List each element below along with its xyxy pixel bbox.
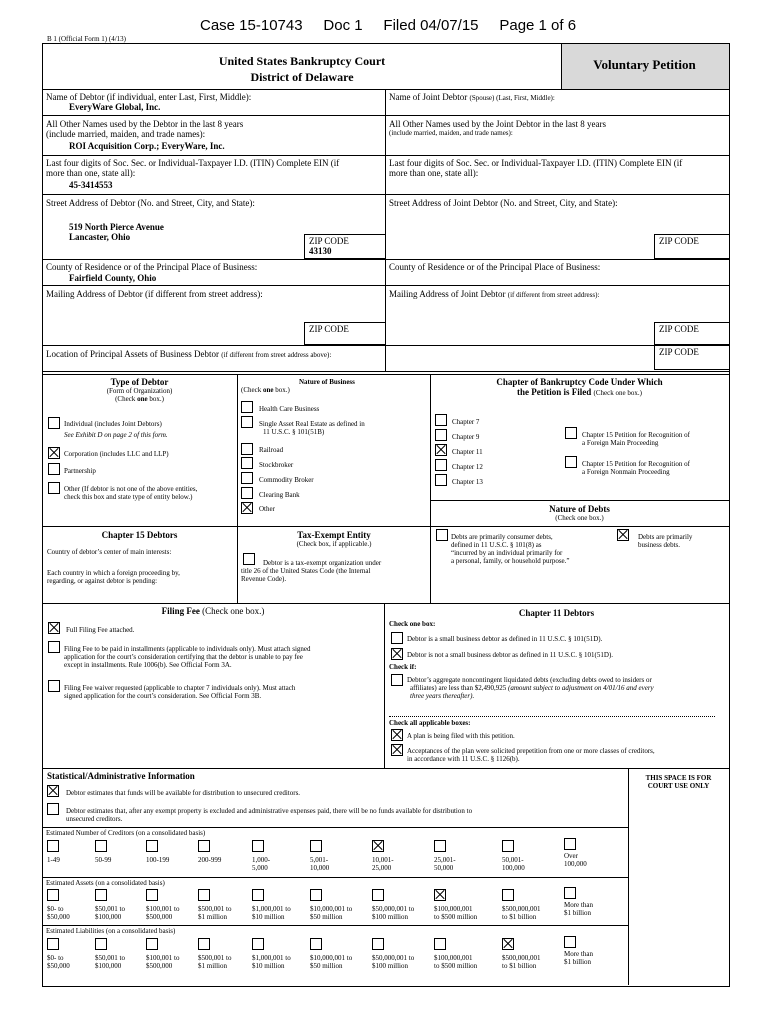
checkbox-railroad[interactable] (241, 443, 253, 455)
creditors-label: Estimated Number of Creditors (on a consolidated basis) (46, 829, 206, 837)
assets-checkbox-4[interactable] (252, 889, 264, 901)
liabilities-label-9: More than $1 billion (564, 950, 593, 967)
checkbox-health-care[interactable] (241, 401, 253, 413)
opt-ch15-nonmain: Chapter 15 Petition for Recognition of a Foreign Nonmain Proceeding (582, 460, 690, 477)
zip-box-mailing: ZIP CODE (304, 322, 385, 345)
assets-label-3: $500,001 to $1 million (198, 905, 232, 922)
creditors-checkbox-8[interactable] (502, 840, 514, 852)
joint-street-label: Street Address of Joint Debtor (No. and Street, City, and State): (389, 198, 618, 208)
checkbox-individual[interactable] (48, 417, 60, 429)
assets-label-6: $50,000,001 to $100 million (372, 905, 415, 922)
opt-full-fee: Full Filing Fee attached. (66, 626, 135, 634)
mailing-label: Mailing Address of Debtor (if different from street address): (46, 289, 263, 299)
liabilities-label-2: $100,001 to $500,000 (146, 954, 180, 971)
zip-box-joint-mailing: ZIP CODE (654, 322, 729, 345)
checkbox-ch13[interactable] (435, 474, 447, 486)
liabilities-checkbox-7[interactable] (434, 938, 446, 950)
tax-exempt-title: Tax-Exempt Entity (297, 530, 371, 540)
creditors-label-1: 50-99 (95, 856, 112, 864)
opt-fee-waiver: Filing Fee waiver requested (applicable to chapter 7 individuals only). Must attach signed application for the court’s consideration. See Official Form 3B. (64, 684, 296, 701)
opt-plan-filed: A plan is being filed with this petition. (407, 732, 515, 740)
creditors-label-0: 1-49 (47, 856, 60, 864)
assets-label-8: $500,000,001 to $1 billion (502, 905, 541, 922)
creditors-label-8: 50,001- 100,000 (502, 856, 525, 873)
ch11-debtors-title: Chapter 11 Debtors (518, 608, 595, 618)
other-names: ROI Acquisition Corp.; EveryWare, Inc. (69, 141, 225, 151)
opt-business-debts: Debts are primarily business debts. (638, 533, 693, 550)
chapter-header: Chapter of Bankruptcy Code Under Which the Petition is Filed (Check one box.) (431, 377, 728, 398)
assets-checkbox-8[interactable] (502, 889, 514, 901)
assets-label-1: $50,001 to $100,000 (95, 905, 125, 922)
joint-other-names-label: All Other Names used by the Joint Debtor in the last 8 years (include married, maiden, and trade names): (389, 119, 606, 138)
opt-ch11: Chapter 11 (452, 448, 483, 456)
checkbox-ch11[interactable] (435, 444, 447, 456)
opt-clearing-bank: Clearing Bank (259, 491, 300, 499)
county-label: County of Residence or of the Principal Place of Business: (46, 262, 258, 272)
assets-checkbox-5[interactable] (310, 889, 322, 901)
creditors-checkbox-0[interactable] (47, 840, 59, 852)
creditors-checkbox-4[interactable] (252, 840, 264, 852)
assets-checkbox-0[interactable] (47, 889, 59, 901)
county-value: Fairfield County, Ohio (69, 273, 157, 283)
type-of-debtor-title: Type of Debtor (110, 377, 169, 387)
checkbox-corporation[interactable] (48, 447, 60, 459)
liabilities-label-4: $1,000,001 to $10 million (252, 954, 291, 971)
checkbox-not-small-business[interactable] (391, 648, 403, 660)
liabilities-checkbox-5[interactable] (310, 938, 322, 950)
opt-not-small-business: Debtor is not a small business debtor as defined in 11 U.S.C. § 101(51D). (407, 651, 614, 659)
case-header: Case 15-10743 Doc 1 Filed 04/07/15 Page 1 of 6 (200, 17, 577, 34)
type-of-debtor-section: Type of Debtor (Form of Organization) (Check one box.) (42, 377, 237, 403)
liabilities-label-5: $10,000,001 to $50 million (310, 954, 353, 971)
assets-checkbox-1[interactable] (95, 889, 107, 901)
opt-acceptances: Acceptances of the plan were solicited prepetition from one or more classes of creditors, in accordance with 11 U.S.C. § 1126(b). (407, 747, 655, 764)
opt-health-care: Health Care Business (259, 405, 320, 413)
checkbox-ch7[interactable] (435, 414, 447, 426)
liabilities-label: Estimated Liabilities (on a consolidated basis) (46, 927, 176, 935)
opt-installments: Filing Fee to be paid in installments (applicable to individuals only). Must attach signed application for the court’s consideration certifying that the debtor is unable to pay fee except in installments. Rule 1006(b). See Official Form 3A. (64, 645, 311, 670)
joint-ein-label: Last four digits of Soc. Sec. or Individual-Taxpayer I.D. (ITIN) Complete EIN (if more than one, state all): (389, 158, 683, 179)
ch15-debtors-title: Chapter 15 Debtors (101, 530, 178, 540)
assets-checkbox-6[interactable] (372, 889, 384, 901)
creditors-checkbox-9[interactable] (564, 838, 576, 850)
opt-ch13: Chapter 13 (452, 478, 483, 486)
opt-commodity-broker: Commodity Broker (259, 476, 314, 484)
creditors-checkbox-5[interactable] (310, 840, 322, 852)
opt-other-business: Other (259, 505, 275, 513)
opt-single-asset: Single Asset Real Estate as defined in 11 U.S.C. § 101(51B) (259, 420, 365, 437)
street-address: 519 North Pierce Avenue Lancaster, Ohio (69, 222, 164, 243)
joint-mailing-label: Mailing Address of Joint Debtor (if different from street address): (389, 289, 600, 299)
opt-other-entity: Other (If debtor is not one of the above entities, check this box and state type of entity below.) (64, 485, 198, 502)
checkbox-aggregate-debts[interactable] (391, 674, 403, 686)
creditors-label-4: 1,000- 5,000 (252, 856, 271, 873)
ch11-check-all: Check all applicable boxes: (389, 719, 471, 727)
opt-aggregate-debts: Debtor’s aggregate noncontingent liquidated debts (excluding debts owed to insiders or affiliates) are less than $2,490,925 (amount subject to adjustment on 4/01/16 and every three years thereafter). (407, 676, 654, 701)
zip-box-location: ZIP CODE (654, 345, 729, 370)
opt-stockbroker: Stockbroker (259, 461, 294, 469)
liabilities-label-8: $500,000,001 to $1 billion (502, 954, 541, 971)
liabilities-label-0: $0- to $50,000 (47, 954, 70, 971)
statistical-title: Statistical/Administrative Information (47, 771, 195, 781)
petition-title: Voluntary Petition (593, 57, 696, 72)
checkbox-ch15-nonmain[interactable] (565, 456, 577, 468)
checkbox-stockbroker[interactable] (241, 457, 253, 469)
liabilities-checkbox-3[interactable] (198, 938, 210, 950)
creditors-label-5: 5,001- 10,000 (310, 856, 330, 873)
ein-value: 45-3414553 (69, 180, 113, 190)
assets-label: Estimated Assets (on a consolidated basis) (46, 879, 165, 887)
joint-name-label: Name of Joint Debtor (Spouse) (Last, First, Middle): (389, 92, 555, 102)
creditors-checkbox-7[interactable] (434, 840, 446, 852)
checkbox-commodity-broker[interactable] (241, 472, 253, 484)
opt-partnership: Partnership (64, 467, 96, 475)
checkbox-other-entity[interactable] (48, 482, 60, 494)
checkbox-ch15-main[interactable] (565, 427, 577, 439)
joint-county-label: County of Residence or of the Principal Place of Business: (389, 262, 601, 272)
chapter-title: Chapter of Bankruptcy Code Under Which (496, 377, 663, 387)
checkbox-partnership[interactable] (48, 463, 60, 475)
court-name: United States Bankruptcy Court (218, 54, 386, 68)
opt-ch15-main: Chapter 15 Petition for Recognition of a Foreign Main Proceeding (582, 431, 690, 448)
checkbox-fee-waiver[interactable] (48, 680, 60, 692)
checkbox-small-business[interactable] (391, 632, 403, 644)
nature-debts-header: Nature of Debts (Check one box.) (431, 504, 728, 522)
checkbox-funds-available[interactable] (47, 785, 59, 797)
assets-label-0: $0- to $50,000 (47, 905, 70, 922)
creditors-label-3: 200-999 (198, 856, 222, 864)
creditors-label-7: 25,001- 50,000 (434, 856, 456, 873)
assets-label-4: $1,000,001 to $10 million (252, 905, 291, 922)
opt-small-business: Debtor is a small business debtor as defined in 11 U.S.C. § 101(51D). (407, 635, 603, 643)
liabilities-checkbox-4[interactable] (252, 938, 264, 950)
creditors-checkbox-3[interactable] (198, 840, 210, 852)
creditors-checkbox-2[interactable] (146, 840, 158, 852)
assets-checkbox-2[interactable] (146, 889, 158, 901)
ch15-country-label: Country of debtor’s center of main interests: (47, 548, 172, 556)
assets-checkbox-3[interactable] (198, 889, 210, 901)
nature-debts-title: Nature of Debts (549, 504, 610, 514)
court-title (43, 53, 561, 85)
checkbox-other-business[interactable] (241, 502, 253, 514)
filing-fee-header: Filing Fee (Check one box.) (161, 606, 265, 616)
checkbox-no-funds[interactable] (47, 803, 59, 815)
nature-business-title: Nature of Business (299, 378, 355, 386)
other-names-label: All Other Names used by the Debtor in the last 8 years (include married, maiden, and trade names): (46, 119, 244, 140)
ch11-check-if: Check if: (389, 663, 417, 671)
checkbox-plan-filed[interactable] (391, 729, 403, 741)
ch11-check-one: Check one box: (389, 620, 436, 628)
court-use-only: THIS SPACE IS FOR COURT USE ONLY (645, 774, 712, 791)
opt-consumer-debts: Debts are primarily consumer debts, defined in 11 U.S.C. § 101(8) as “incurred by an individual primarily for a personal, family, or household purpose.” (451, 533, 570, 566)
opt-ch9: Chapter 9 (452, 433, 480, 441)
checkbox-business-debts[interactable] (617, 529, 629, 541)
checkbox-installments[interactable] (48, 641, 60, 653)
creditors-checkbox-1[interactable] (95, 840, 107, 852)
opt-no-funds: Debtor estimates that, after any exempt property is excluded and administrative expenses paid, there will be no funds available for distribution to unsecured creditors. (66, 807, 473, 824)
ein-label: Last four digits of Soc. Sec. or Individual-Taxpayer I.D. (ITIN) Complete EIN (if more than one, state all): (46, 158, 340, 179)
checkbox-full-fee[interactable] (48, 622, 60, 634)
form-id: B 1 (Official Form 1) (4/13) (47, 35, 126, 43)
checkbox-acceptances[interactable] (391, 744, 403, 756)
checkbox-single-asset[interactable] (241, 416, 253, 428)
assets-checkbox-9[interactable] (564, 887, 576, 899)
liabilities-label-7: $100,000,001 to $500 million (434, 954, 478, 971)
assets-checkbox-7[interactable] (434, 889, 446, 901)
checkbox-ch12[interactable] (435, 459, 447, 471)
zip-value: 43130 (309, 246, 332, 257)
liabilities-checkbox-9[interactable] (564, 936, 576, 948)
liabilities-checkbox-0[interactable] (47, 938, 59, 950)
creditors-label-2: 100-199 (146, 856, 170, 864)
assets-label-7: $100,000,001 to $500 million (434, 905, 478, 922)
nature-business-header: Nature of Business (Check one box.) (241, 378, 355, 395)
ch15-each-country-label: Each country in which a foreign proceeding by, regarding, or against debtor is pending: (47, 569, 180, 586)
tax-exempt-header: Tax-Exempt Entity (Check box, if applicable.) (238, 530, 430, 548)
zip-box-joint: ZIP CODE (654, 234, 729, 259)
creditors-checkbox-6[interactable] (372, 840, 384, 852)
debtor-name-label: Name of Debtor (if individual, enter Last, First, Middle): (46, 92, 252, 102)
opt-individual: Individual (includes Joint Debtors) See Exhibit D on page 2 of this form. (64, 420, 168, 440)
opt-railroad: Railroad (259, 446, 284, 454)
creditors-label-6: 10,001- 25,000 (372, 856, 394, 873)
debtor-name: EveryWare Global, Inc. (69, 102, 161, 112)
opt-ch7: Chapter 7 (452, 418, 480, 426)
street-label: Street Address of Debtor (No. and Street, City, and State): (46, 198, 255, 208)
opt-funds-available: Debtor estimates that funds will be available for distribution to unsecured creditors. (66, 789, 301, 797)
creditors-label-9: Over 100,000 (564, 852, 587, 869)
liabilities-checkbox-2[interactable] (146, 938, 158, 950)
liabilities-checkbox-8[interactable] (502, 938, 514, 950)
checkbox-consumer-debts[interactable] (436, 529, 448, 541)
opt-ch12: Chapter 12 (452, 463, 483, 471)
liabilities-checkbox-1[interactable] (95, 938, 107, 950)
zip-box-debtor: ZIP CODE 43130 (304, 234, 385, 259)
assets-label-5: $10,000,001 to $50 million (310, 905, 353, 922)
liabilities-checkbox-6[interactable] (372, 938, 384, 950)
tax-exempt-text: Debtor is a tax-exempt organization under title 26 of the United States Code (the Internal Revenue Code). (241, 559, 382, 584)
liabilities-label-1: $50,001 to $100,000 (95, 954, 125, 971)
location-label: Location of Principal Assets of Business Debtor (if different from street address above): (46, 349, 332, 359)
assets-label-2: $100,001 to $500,000 (146, 905, 180, 922)
assets-label-9: More than $1 billion (564, 901, 593, 918)
court-district: District of Delaware (250, 70, 354, 84)
liabilities-label-3: $500,001 to $1 million (198, 954, 232, 971)
opt-corporation: Corporation (includes LLC and LLP) (64, 450, 169, 458)
checkbox-clearing-bank[interactable] (241, 487, 253, 499)
liabilities-label-6: $50,000,001 to $100 million (372, 954, 415, 971)
checkbox-ch9[interactable] (435, 429, 447, 441)
